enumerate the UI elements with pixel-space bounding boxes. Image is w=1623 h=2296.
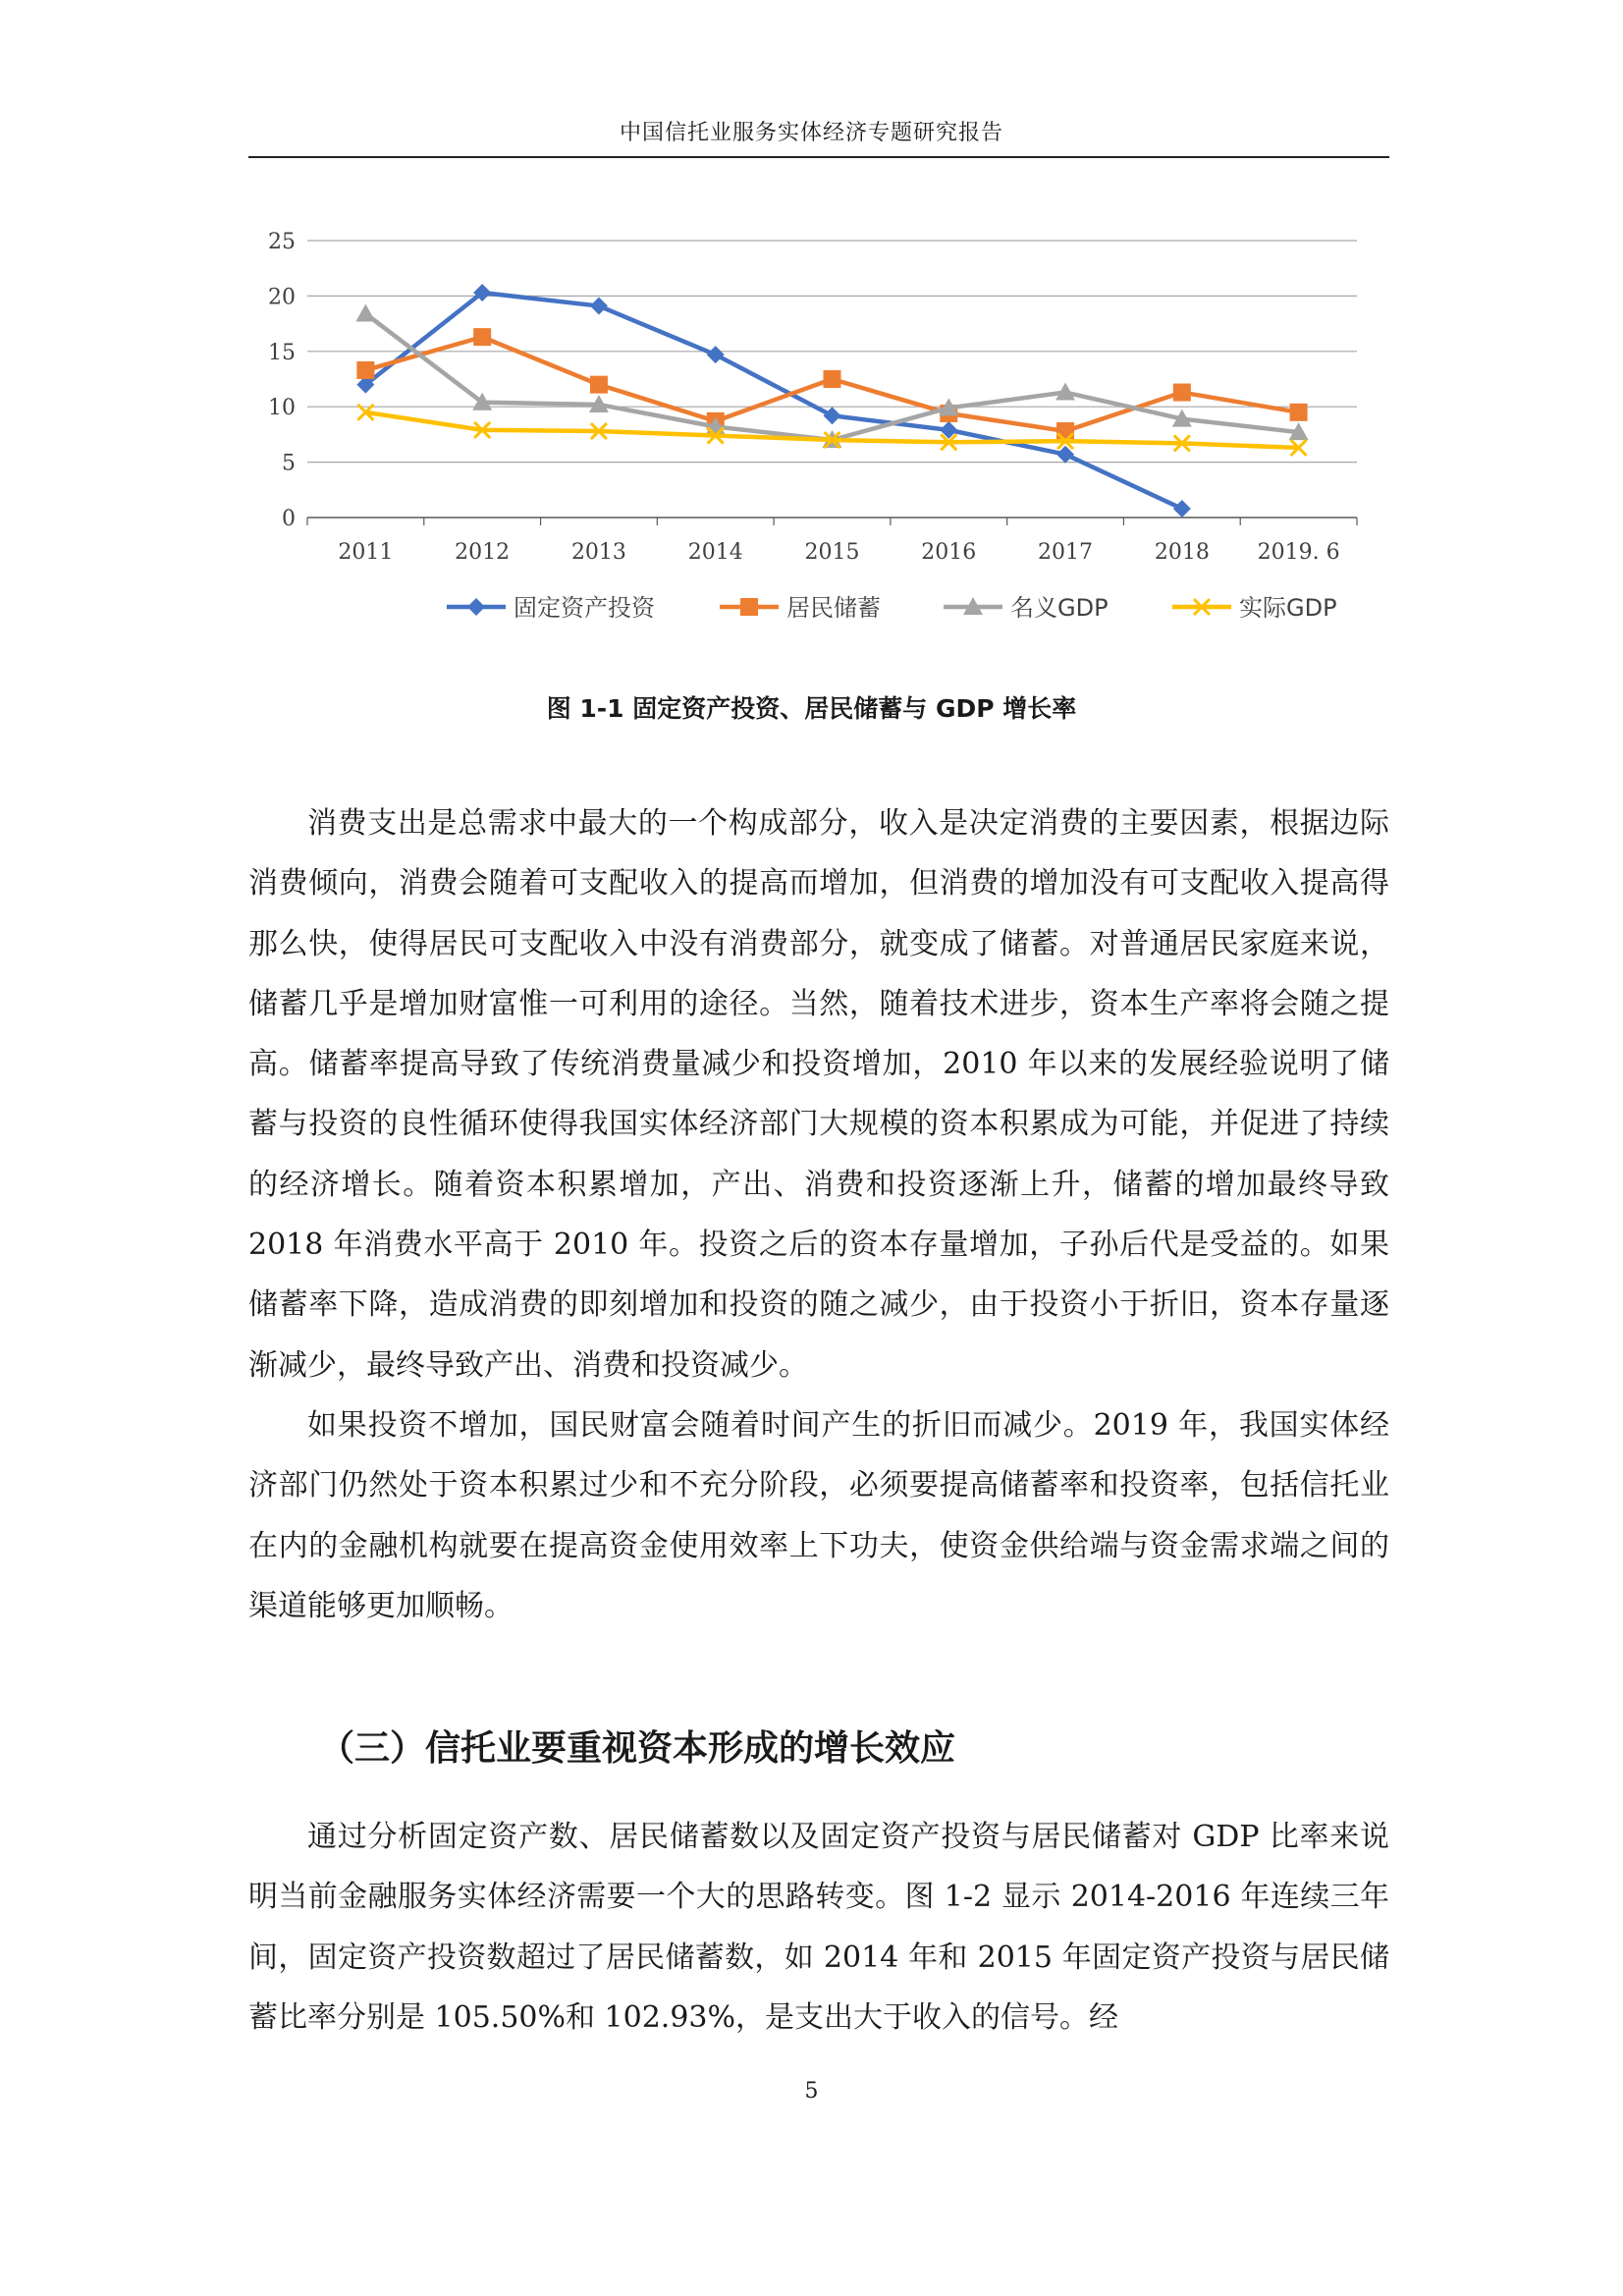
x-tick-label: 2012 xyxy=(455,540,511,565)
x-tick-label: 2014 xyxy=(687,540,743,565)
data-point xyxy=(824,407,841,424)
legend-item xyxy=(720,594,881,622)
x-tick-label: 2018 xyxy=(1154,540,1210,565)
data-point xyxy=(356,361,374,379)
header-rule xyxy=(248,156,1389,158)
legend-label: 实际GDP xyxy=(1239,594,1337,622)
paragraph: 如果投资不增加，国民财富会随着时间产生的折旧而减少。2019 年，我国实体经济部门仍然处于资本积累过少和不充分阶段，必须要提高储蓄率和投资率，包括信托业在内的金融机构就要在提高资金使用效率上下功夫，使资金供给端与资金需求端之间的渠道能够更加顺畅。 xyxy=(248,1407,1389,1623)
paragraph: 通过分析固定资产数、居民储蓄数以及固定资产投资与居民储蓄对 GDP 比率来说明当前金融服务实体经济需要一个大的思路转变。图 1-2 显示 2014-2016 年连续三年间，固定资产投资数超过了居民储蓄数，如 2014 年和 2015 年固定资产投资与居民储蓄比率分别是 105.50%和 102.93%，是支出大于收入的信号。经 xyxy=(248,1820,1389,2035)
y-tick-label: 20 xyxy=(268,285,296,310)
legend-item xyxy=(1172,594,1337,622)
legend-marker xyxy=(740,598,758,616)
legend-label: 名义GDP xyxy=(1010,594,1109,622)
x-axis-ticks xyxy=(338,540,1339,565)
x-tick-label: 2019. 6 xyxy=(1257,540,1340,565)
legend-item xyxy=(447,594,656,622)
data-point xyxy=(590,376,608,394)
page-number: 5 xyxy=(804,2079,819,2104)
x-tick-label: 2015 xyxy=(804,540,860,565)
running-header: 中国信托业服务实体经济专题研究报告 xyxy=(619,121,1003,145)
x-tick-label: 2013 xyxy=(570,540,626,565)
chart-series xyxy=(355,284,1308,518)
line-chart xyxy=(236,211,1394,653)
data-point xyxy=(824,370,841,388)
figure-caption: 图 1-1 固定资产投资、居民储蓄与 GDP 增长率 xyxy=(546,694,1077,723)
section-heading: （三）信托业要重视资本形成的增长效应 xyxy=(319,1728,956,1769)
data-point xyxy=(1290,404,1308,421)
data-point xyxy=(1173,384,1191,402)
legend-label: 居民储蓄 xyxy=(786,594,881,622)
legend-item xyxy=(944,594,1109,622)
data-point xyxy=(1173,500,1191,518)
x-tick-label: 2011 xyxy=(338,540,394,565)
y-tick-label: 0 xyxy=(282,507,296,531)
body-text-block-2 xyxy=(248,1807,1389,2048)
y-tick-label: 15 xyxy=(268,340,296,365)
data-point xyxy=(1056,422,1074,440)
legend-label: 固定资产投资 xyxy=(514,594,655,622)
y-tick-label: 5 xyxy=(282,451,296,476)
y-tick-label: 10 xyxy=(268,396,296,421)
data-point xyxy=(355,303,375,321)
y-axis-ticks xyxy=(268,230,296,531)
x-tick-label: 2017 xyxy=(1038,540,1094,565)
legend-marker xyxy=(467,598,485,616)
paragraph: 消费支出是总需求中最大的一个构成部分，收入是决定消费的主要因素，根据边际消费倾向，消费会随着可支配收入的提高而增加，但消费的增加没有可支配收入提高得那么快，使得居民可支配收入中没有消费部分，就变成了储蓄。对普通居民家庭来说，储蓄几乎是增加财富惟一可利用的途径。当然，随着技术进步，资本生产率将会随之提高。储蓄率提高导致了传统消费量减少和投资增加，2010 年以来的发展经验说明了储蓄与投资的良性循环使得我国实体经济部门大规模的资本积累成为可能，并促进了持续的经济增长。随着资本积累增加，产出、消费和投资逐渐上升，储蓄的增加最终导致 2018 年消费水平高于 2010 年。投资之后的资本存量增加，子孙后代是受益的。如果储蓄率下降，造成消费的即刻增加和投资的随之减少，由于投资小于折旧，资本存量逐渐减少，最终导致产出、消费和投资减少。 xyxy=(248,806,1389,1383)
body-text-block-1 xyxy=(248,793,1389,1636)
data-point xyxy=(707,346,725,363)
chart-legend xyxy=(447,594,1337,622)
y-tick-label: 25 xyxy=(268,230,296,254)
data-point xyxy=(590,298,608,315)
x-tick-label: 2016 xyxy=(921,540,977,565)
data-point xyxy=(473,328,491,346)
